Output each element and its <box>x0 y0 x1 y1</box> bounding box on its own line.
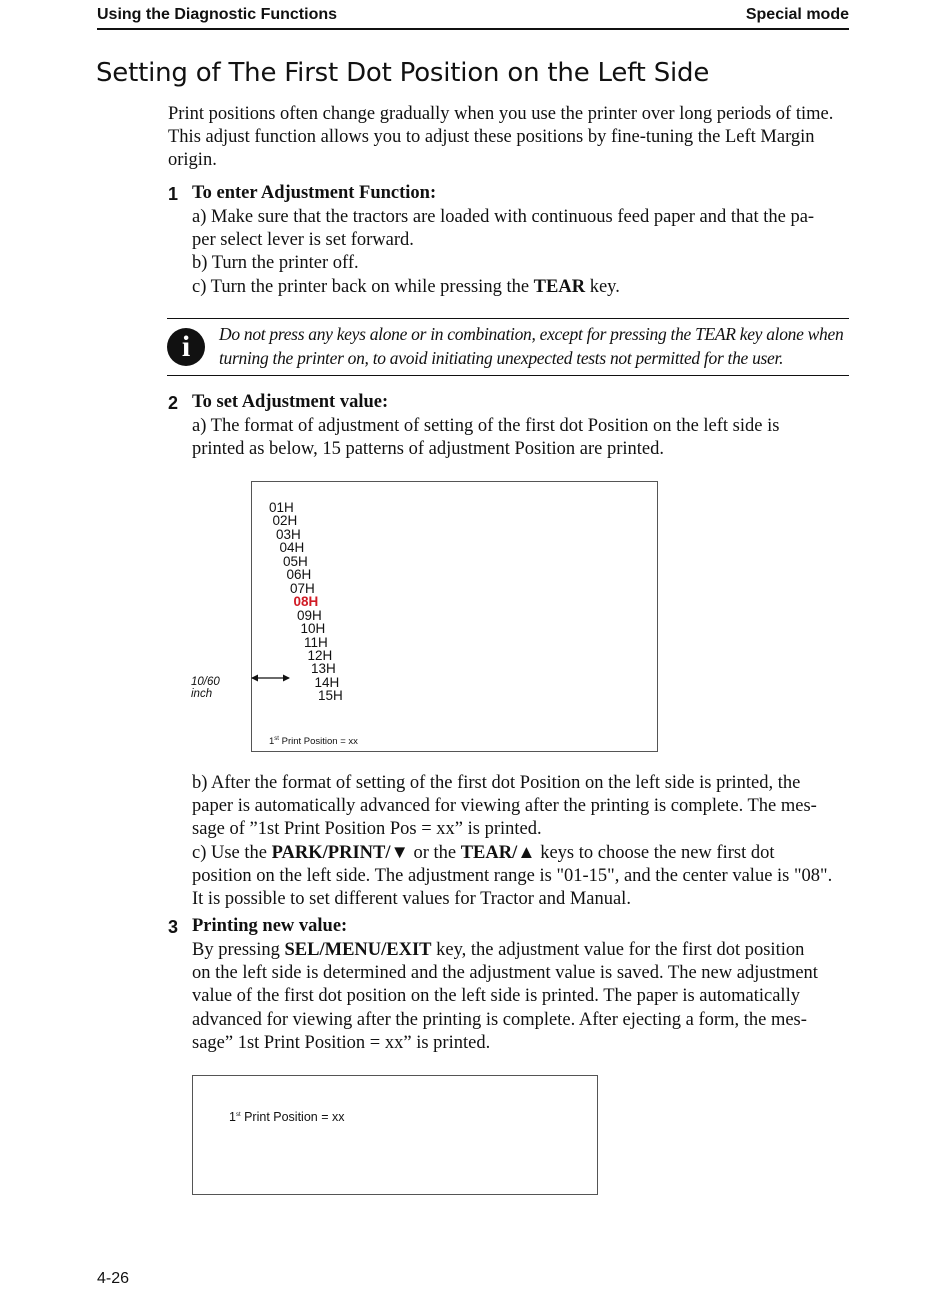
figure-caption <box>269 736 358 747</box>
dimension-value: 10/60 <box>191 676 220 688</box>
pattern-code: 06H <box>286 567 312 583</box>
pattern-code: 02H <box>272 513 298 529</box>
header-chapter: Using the Diagnostic Functions <box>97 6 338 23</box>
figure-caption <box>229 1110 345 1124</box>
body-line: advanced for viewing after the printing is complete. After ejecting a form, the mes- <box>192 1009 807 1030</box>
body-line: sage” 1st Print Position = xx” is printed. <box>192 1032 491 1053</box>
running-header <box>97 4 849 30</box>
body-line: position on the left side. The adjustment range is "01-15", and the center value is "08". <box>192 865 833 886</box>
note-box <box>167 318 849 376</box>
caption-text: 1 <box>269 736 275 748</box>
body-line: printed as below, 15 patterns of adjustment Position are printed. <box>192 439 664 460</box>
body-line: on the left side is determined and the adjustment value is saved. The new adjustment <box>192 963 818 984</box>
text-run: or the <box>408 842 461 863</box>
header-section: Special mode <box>745 6 849 23</box>
pattern-code: 14H <box>314 674 340 690</box>
note-text <box>219 323 849 370</box>
body-line: per select lever is set forward. <box>192 230 414 251</box>
body-line: a) Make sure that the tractors are loaded with continuous feed paper and that the pa- <box>192 207 815 227</box>
body-line <box>192 842 848 865</box>
step1-body <box>192 206 848 299</box>
intro-line: origin. <box>168 150 217 171</box>
page-number: 4-26 <box>97 1270 130 1287</box>
intro-line: This adjust function allows you to adjust these positions by fine-tuning the Left Margin <box>168 127 815 148</box>
step-number: 1 <box>168 184 179 204</box>
intro-paragraph <box>168 103 848 173</box>
body-line <box>192 276 848 299</box>
body-line: a) The format of adjustment of setting of the first dot Position on the left side is <box>192 416 780 436</box>
text-run: By pressing <box>192 940 285 960</box>
text-run: key. <box>585 276 620 297</box>
caption-text: Print Position = xx <box>278 736 358 748</box>
pattern-code: 10H <box>300 621 326 637</box>
pattern-code: 07H <box>290 580 315 596</box>
step2b-body <box>192 772 848 911</box>
step-title: To enter Adjustment Function: <box>192 183 437 203</box>
body-line: b) After the format of setting of the first dot Position on the left side is printed, the <box>192 773 801 793</box>
body-line <box>192 939 848 962</box>
step3-body <box>192 939 848 1055</box>
dimension-arrow-icon <box>249 671 293 685</box>
body-line: paper is automatically advanced for viewing after the printing is complete. The mes- <box>192 796 817 817</box>
body-line: sage of ”1st Print Position Pos = xx” is printed. <box>192 819 542 840</box>
dimension-label <box>191 676 220 700</box>
pattern-code: 09H <box>297 607 322 623</box>
pattern-code: 15H <box>318 688 343 704</box>
pattern-code: 13H <box>311 661 336 677</box>
info-icon: i <box>167 328 205 366</box>
pattern-code: 05H <box>283 553 308 569</box>
pattern-code: 12H <box>307 647 333 663</box>
print-result-figure <box>192 1075 598 1195</box>
step-title: To set Adjustment value: <box>192 392 389 412</box>
page-title: Setting of The First Dot Position on the Left Side <box>96 58 710 88</box>
body-line: b) Turn the printer off. <box>192 253 359 274</box>
step2a-body <box>192 415 848 461</box>
key-name: PARK/PRINT/▼ <box>271 842 409 863</box>
note-line: turning the printer on, to avoid initiating unexpected tests not permitted for the user. <box>219 347 784 368</box>
print-pattern-figure <box>251 481 658 752</box>
note-line: Do not press any keys alone or in combination, except for pressing the TEAR key alone when <box>219 324 844 344</box>
step-number: 2 <box>168 393 179 413</box>
pattern-code: 01H <box>269 500 294 515</box>
key-name: TEAR <box>533 276 586 297</box>
text-run: c) Turn the printer back on while pressing the <box>192 276 534 297</box>
key-name: SEL/MENU/EXIT <box>284 940 432 960</box>
key-name: TEAR/▲ <box>460 842 536 863</box>
step-title: Printing new value: <box>192 916 348 936</box>
pattern-code: 11H <box>304 634 328 650</box>
caption-text: 1 <box>229 1110 236 1124</box>
caption-superscript: st <box>235 1111 241 1118</box>
body-line: It is possible to set different values for Tractor and Manual. <box>192 889 631 910</box>
pattern-code: 04H <box>279 540 305 556</box>
text-run: c) Use the <box>192 842 272 863</box>
caption-superscript: st <box>274 736 279 742</box>
step-number: 3 <box>168 917 179 937</box>
body-line: value of the first dot position on the left side is printed. The paper is automatically <box>192 986 800 1007</box>
pattern-code: 03H <box>276 526 301 542</box>
text-run: keys to choose the new first dot <box>535 842 775 863</box>
pattern-code: 08H <box>293 594 319 610</box>
text-run: key, the adjustment value for the first dot position <box>431 940 805 960</box>
intro-line: Print positions often change gradually when you use the printer over long periods of time. <box>168 104 834 124</box>
caption-text: Print Position = xx <box>240 1110 345 1124</box>
dimension-unit: inch <box>191 688 213 700</box>
